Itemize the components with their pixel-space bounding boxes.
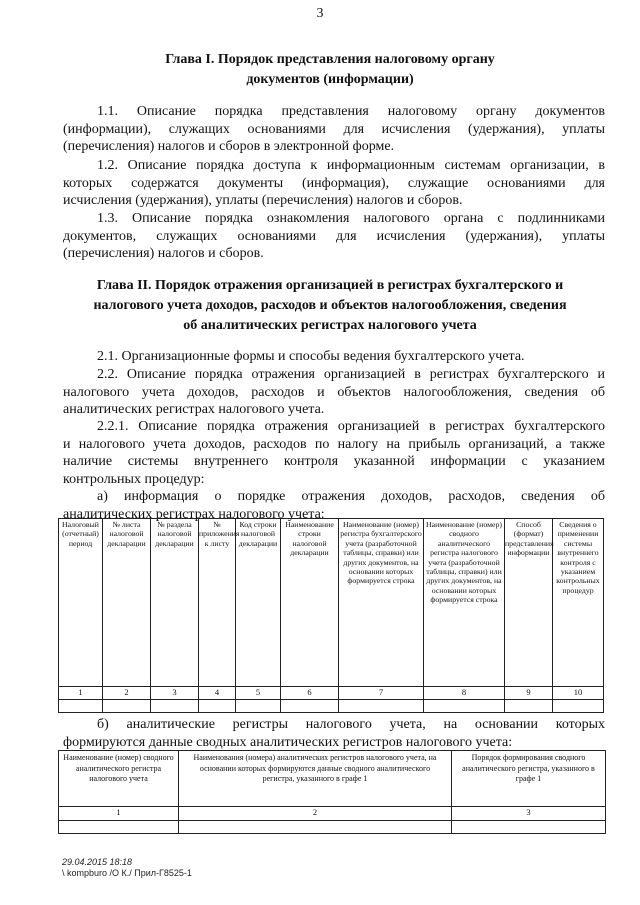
text-line: 1.3. Описание порядка ознакомления налогового органа с подлинниками bbox=[97, 211, 605, 226]
column-number-row bbox=[59, 687, 604, 700]
table-header-row bbox=[59, 519, 604, 687]
page-number: 3 bbox=[316, 6, 324, 21]
text-line: которых содержатся документы (информация), служащие основаниями для bbox=[63, 175, 605, 191]
table-cell bbox=[339, 700, 424, 713]
column-number: 5 bbox=[236, 687, 281, 700]
footer-timestamp: 29.04.2015 18:18 bbox=[62, 857, 133, 867]
footer-file-ref: \ kompburo /О К./ Прил-Г8525-1 bbox=[62, 868, 192, 878]
column-header: Способ (формат) представления информации bbox=[505, 519, 553, 687]
text-line: (перечисления) налогов и сборов в электронной форме. bbox=[63, 139, 395, 154]
text-line: аналитических регистрах налогового учета: bbox=[63, 506, 325, 522]
table-cell bbox=[59, 700, 103, 713]
column-number: 1 bbox=[59, 807, 179, 821]
column-header: Код строки налоговой декларации bbox=[236, 519, 281, 687]
paragraph-2-2 bbox=[63, 366, 605, 419]
column-number: 2 bbox=[179, 807, 452, 821]
text-line: 1.2. Описание порядка доступа к информационным системам организации, в bbox=[97, 158, 605, 173]
table-cell bbox=[452, 821, 606, 834]
text-line: документов, служащих основаниями для исчисления (удержания), уплаты bbox=[63, 228, 605, 244]
table-cell bbox=[59, 821, 179, 834]
column-header: Налоговый (отчетный) период bbox=[59, 519, 103, 687]
column-header: № раздела налоговой декларации bbox=[151, 519, 199, 687]
table-cell bbox=[553, 700, 604, 713]
paragraph-2-2-1 bbox=[63, 418, 605, 488]
column-number: 3 bbox=[151, 687, 199, 700]
text-line: контрольных процедур: bbox=[63, 471, 205, 487]
text-line: а) информация о порядке отражения доходов, расходов, сведения об bbox=[97, 489, 605, 504]
chapter-1-title-line: документов (информации) bbox=[246, 72, 414, 87]
chapter-2-title-line: об аналитических регистрах налогового учета bbox=[183, 318, 477, 333]
table-cell bbox=[179, 821, 452, 834]
chapter-2-title-line: Глава II. Порядок отражения организацией в регистрах бухгалтерского и bbox=[96, 278, 564, 293]
column-header: Наименование строки налоговой декларации bbox=[281, 519, 339, 687]
text-line: 2.1. Организационные формы и способы ведения бухгалтерского учета. bbox=[97, 349, 525, 364]
column-header: Наименование (номер) сводного аналитического регистра налогового учета (разработочной таблицы, справки) или других документов, на основании которых формируется строка bbox=[424, 519, 505, 687]
column-number: 9 bbox=[505, 687, 553, 700]
column-header: Порядок формирования сводного аналитического регистра, указанного в графе 1 bbox=[452, 751, 606, 807]
table-header-row bbox=[59, 751, 606, 807]
column-header: Сведения о применении системы внутреннего контроля с указанием контрольных процедур bbox=[553, 519, 604, 687]
column-number-row bbox=[59, 807, 606, 821]
paragraph-2-1 bbox=[63, 348, 605, 366]
text-line: 2.2.1. Описание порядка отражения организацией в регистрах бухгалтерского bbox=[97, 419, 605, 434]
text-line: исчисления (удержания), уплаты (перечисления) налогов и сборов. bbox=[63, 193, 463, 208]
text-line: налогового учета доходов, расходов и объектов налогообложения, сведения об bbox=[63, 384, 605, 400]
column-number: 6 bbox=[281, 687, 339, 700]
text-line: 1.1. Описание порядка представления налоговому органу документов bbox=[97, 104, 605, 119]
column-number: 1 bbox=[59, 687, 103, 700]
column-header: № приложения к листу bbox=[199, 519, 236, 687]
income-expense-table bbox=[58, 518, 604, 713]
table-row bbox=[59, 700, 604, 713]
chapter-1-title-line: Глава I. Порядок представления налоговому органу bbox=[165, 52, 495, 67]
column-number: 10 bbox=[553, 687, 604, 700]
table-row bbox=[59, 821, 606, 834]
text-line: (информации), служащих основаниями для исчисления (удержания), уплаты bbox=[63, 121, 605, 137]
column-number: 2 bbox=[103, 687, 151, 700]
column-header: Наименование (номер) сводного аналитического регистра налогового учета bbox=[59, 751, 179, 807]
table-cell bbox=[151, 700, 199, 713]
text-line: (перечисления) налогов и сборов. bbox=[63, 246, 264, 261]
text-line: аналитических регистрах налогового учета. bbox=[63, 402, 325, 417]
text-line: наличие системы внутреннего контроля указанной информации с указанием bbox=[63, 454, 605, 469]
table-cell bbox=[199, 700, 236, 713]
text-line: б) аналитические регистры налогового учета, на основании которых bbox=[97, 717, 605, 732]
text-line: формируются данные сводных аналитических регистров налогового учета: bbox=[63, 734, 513, 750]
column-number: 7 bbox=[339, 687, 424, 700]
column-number: 4 bbox=[199, 687, 236, 700]
chapter-2-title bbox=[60, 276, 600, 336]
chapter-1-title bbox=[60, 50, 600, 90]
column-header: № листа налоговой декларации bbox=[103, 519, 151, 687]
analytic-registers-table bbox=[58, 750, 606, 834]
column-number: 8 bbox=[424, 687, 505, 700]
column-header: Наименования (номера) аналитических регистров налогового учета, на основании которых формируются данные сводного аналитического регистра, указанного в графе 1 bbox=[179, 751, 452, 807]
paragraph-1-3 bbox=[63, 210, 605, 263]
table-cell bbox=[424, 700, 505, 713]
text-line: 2.2. Описание порядка отражения организацией в регистрах бухгалтерского и bbox=[97, 367, 605, 382]
table-cell bbox=[505, 700, 553, 713]
item-b bbox=[63, 716, 605, 751]
paragraph-1-1 bbox=[63, 103, 605, 156]
table-cell bbox=[281, 700, 339, 713]
column-number: 3 bbox=[452, 807, 606, 821]
paragraph-1-2 bbox=[63, 157, 605, 210]
text-line: и налогового учета доходов, расходов по налогу на прибыль организаций, а также bbox=[63, 436, 605, 452]
table-cell bbox=[236, 700, 281, 713]
column-header: Наименование (номер) регистра бухгалтерского учета (разработочной таблицы, справки) или других документов, на основании которых формируется строка bbox=[339, 519, 424, 687]
table-cell bbox=[103, 700, 151, 713]
chapter-2-title-line: налогового учета доходов, расходов и объектов налогообложения, сведения bbox=[93, 298, 567, 313]
